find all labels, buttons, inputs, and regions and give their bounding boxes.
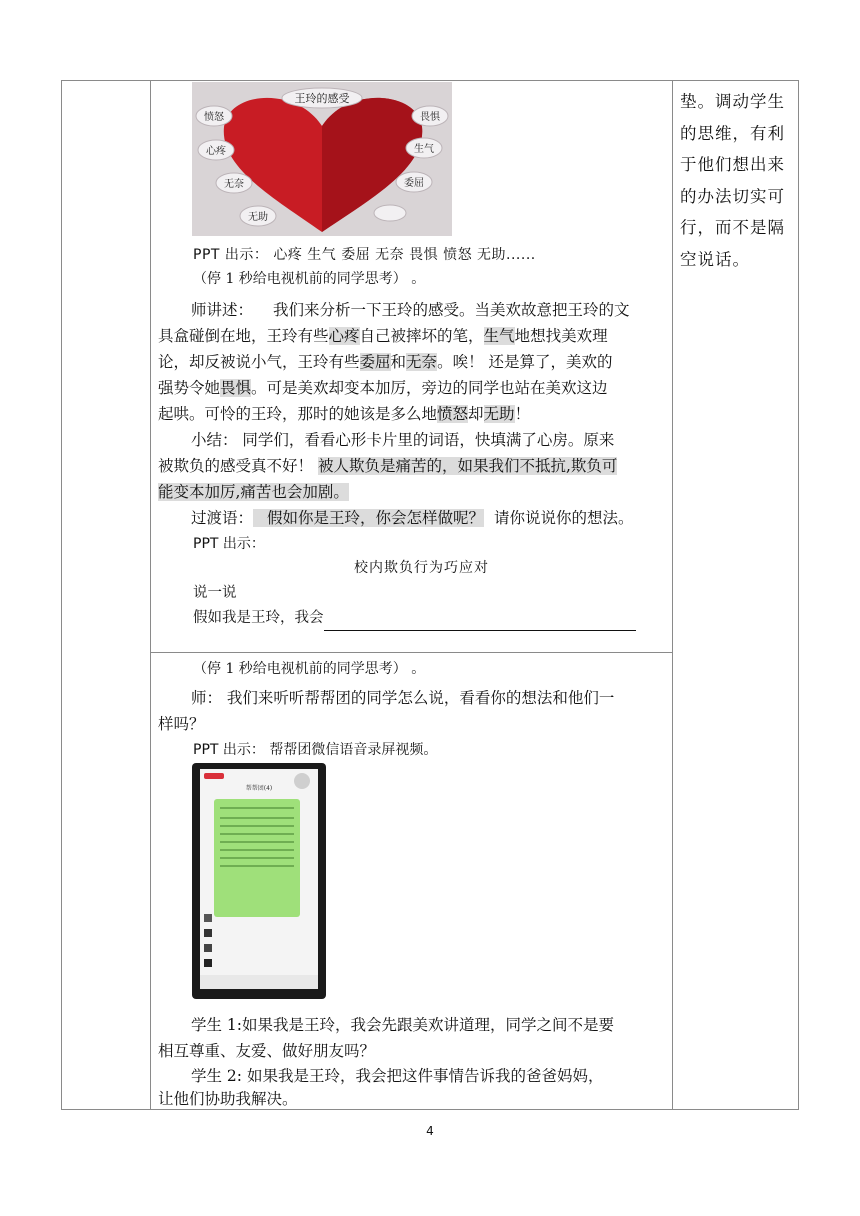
pause-note-2: （停 1 秒给电视机前的同学思考） 。 [193, 661, 426, 677]
input-bar [200, 975, 318, 989]
ppt-feelings-line: PPT 出示： 心疼 生气 委屈 无奈 畏惧 愤怒 无助...... [193, 247, 536, 263]
narration-text: 论，却反被说小气，王玲有些 [158, 353, 360, 371]
narration-label: 师讲述： [191, 301, 254, 319]
side-note-line: 的办法切实可 [680, 186, 785, 206]
transition-tail: 请你说说你的想法。 [494, 509, 634, 527]
narration-text: 。可是美欢却变本加厉，旁边的同学也站在美欢这边 [251, 379, 608, 397]
summary-text: 被欺负的感受真不好！ [158, 457, 318, 475]
heart-label-powerless: 无助 [248, 212, 268, 223]
chat-header: 帮帮团(4) [245, 785, 273, 792]
heart-label-angry: 生气 [414, 144, 434, 155]
row-divider [150, 652, 672, 653]
recording-badge [204, 773, 224, 779]
student-2-line-2: 让他们协助我解决。 [158, 1090, 298, 1108]
heart-label-heartache: 心疼 [206, 146, 226, 157]
highlight-word: 心疼 [328, 327, 360, 345]
highlight-word: 生气 [483, 327, 515, 345]
phone-screen [200, 769, 318, 989]
side-note-line: 的思维，有利 [680, 123, 785, 143]
column-divider-left [150, 81, 151, 1109]
column-divider-right [672, 81, 673, 1109]
narration-text: 。唉！ 还是算了，美欢的 [437, 353, 613, 371]
heart-label-fear: 畏惧 [420, 112, 440, 123]
narration-text: 自己被摔坏的笔， [359, 327, 484, 345]
answer-blank [324, 612, 636, 631]
transition-question: 假如你是王玲，你会怎样做呢？ [253, 509, 484, 527]
fill-in-prefix: 假如我是王玲，我会 [193, 610, 324, 626]
narration-text: 具盒碰倒在地，王玲有些 [158, 327, 329, 345]
heart-label-wronged: 委屈 [404, 178, 424, 189]
side-note-line: 行，而不是隔 [680, 218, 785, 237]
summary-line-2 [158, 453, 617, 479]
fill-in-line [193, 605, 636, 631]
narration-line-2 [158, 323, 608, 349]
narration-text: 地想找美欢理 [514, 327, 608, 345]
side-note-line: 垫。调动学生 [680, 92, 785, 111]
highlight-word: 委屈 [359, 353, 391, 371]
ppt-video-line: PPT 出示： 帮帮团微信语音录屏视频。 [193, 742, 438, 758]
narration-text: 强势令她 [158, 379, 221, 397]
summary-line-1: 小结： 同学们，看看心形卡片里的词语，快填满了心房。原来 [191, 431, 615, 449]
pause-note: （停 1 秒给电视机前的同学思考） 。 [193, 271, 426, 287]
wechat-video-screenshot [192, 763, 326, 999]
student-2-line-1: 学生 2: 如果我是王玲，我会把这件事情告诉我的爸爸妈妈， [191, 1067, 604, 1085]
student-1-line-1: 学生 1:如果我是王玲，我会先跟美欢讲道理，同学之间不是要 [191, 1016, 615, 1034]
ppt-show-label: PPT 出示： [193, 536, 265, 552]
avatar [204, 959, 212, 967]
student-1-line-2: 相互尊重、友爱、做好朋友吗？ [158, 1042, 376, 1060]
transition-line [191, 505, 634, 531]
narration-line-4 [158, 375, 608, 401]
chat-bubble [230, 879, 300, 903]
heart-label-anger: 愤怒 [204, 112, 224, 123]
highlight-word: 畏惧 [220, 379, 252, 397]
empty-bubble [374, 205, 406, 221]
avatar [294, 773, 310, 789]
transition-label: 过渡语： [191, 509, 254, 527]
heart-illustration [192, 82, 452, 236]
highlight-word: 愤怒 [437, 405, 469, 423]
side-note-line: 于他们想出来 [680, 155, 785, 174]
summary-highlight: 能变本加厉,痛苦也会加剧。 [158, 483, 349, 501]
summary-highlight: 被人欺负是痛苦的，如果我们不抵抗,欺负可 [317, 457, 618, 475]
narration-line-1 [177, 297, 630, 323]
narration-text: 却 [468, 405, 484, 423]
teacher-line-2: 样吗？ [158, 715, 205, 733]
heart-title: 王玲的感受 [294, 92, 350, 105]
avatar [204, 929, 212, 937]
heart-label-helpless: 无奈 [224, 179, 244, 190]
highlight-word: 无奈 [406, 353, 438, 371]
avatar [204, 944, 212, 952]
narration-line-3 [158, 349, 613, 375]
slide-title: 校内欺负行为巧应对 [354, 560, 489, 576]
narration-text: 我们来分析一下王玲的感受。当美欢故意把王玲的文 [273, 301, 630, 319]
narration-text: 和 [390, 353, 407, 371]
teacher-line-1: 师： 我们来听听帮帮团的同学怎么说，看看你的想法和他们一 [191, 689, 615, 707]
heart-feelings-image [192, 82, 452, 236]
narration-line-5 [158, 401, 530, 427]
highlight-word: 无助 [483, 405, 515, 423]
heart-right-half [322, 98, 422, 232]
side-note [680, 86, 792, 275]
page-number: 4 [426, 1124, 434, 1138]
narration-text: 起哄。可怜的王玲，那时的她该是多么地 [158, 405, 438, 423]
say-prompt: 说一说 [193, 585, 237, 601]
side-note-line: 空说话。 [680, 249, 750, 269]
narration-text: ！ [514, 405, 531, 423]
avatar [204, 914, 212, 922]
summary-line-3 [158, 479, 349, 505]
